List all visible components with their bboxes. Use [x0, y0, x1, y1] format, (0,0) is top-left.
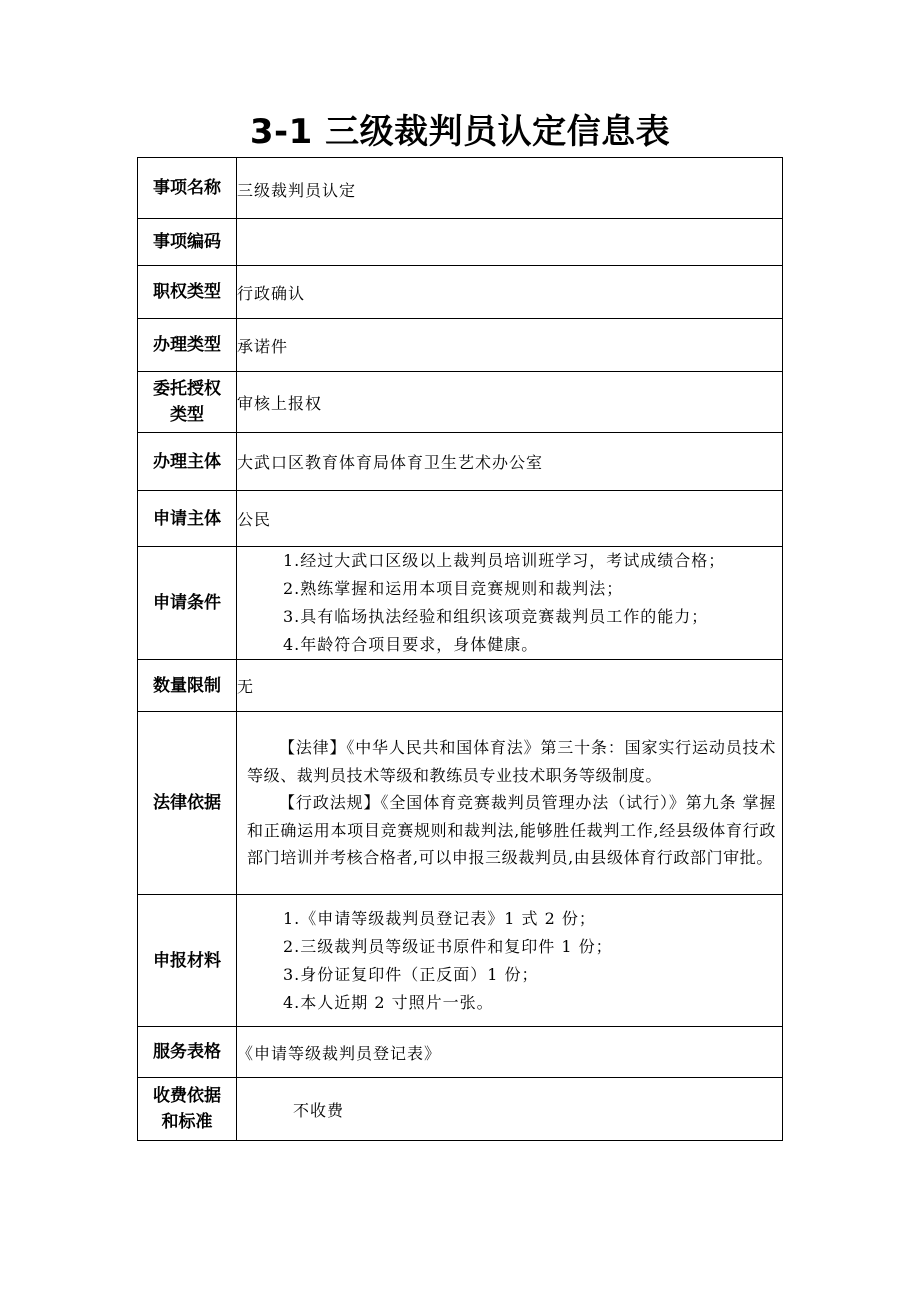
label-fee-line2: 和标准 — [161, 1112, 213, 1132]
row-handling-body — [138, 433, 783, 491]
label-fee-line1: 收费依据 — [153, 1086, 221, 1106]
row-service-form — [138, 1027, 783, 1078]
value-materials — [237, 895, 783, 1027]
row-item-code — [138, 219, 783, 266]
label-applicant: 申请主体 — [138, 491, 237, 547]
label-handling-body: 办理主体 — [138, 433, 237, 491]
value-conditions — [237, 547, 783, 660]
label-conditions: 申请条件 — [138, 547, 237, 660]
value-delegation-type: 审核上报权 — [237, 372, 783, 433]
label-quantity-limit: 数量限制 — [138, 660, 237, 712]
value-authority-type: 行政确认 — [237, 266, 783, 319]
label-fee — [138, 1078, 237, 1141]
info-table — [137, 157, 783, 1141]
row-fee — [138, 1078, 783, 1141]
label-materials: 申报材料 — [138, 895, 237, 1027]
row-handling-type — [138, 319, 783, 372]
material-item: 1.《申请等级裁判员登记表》1 式 2 份； — [283, 908, 596, 928]
label-delegation-type-line1: 委托授权 — [153, 379, 221, 399]
row-legal-basis — [138, 712, 783, 895]
page-title: 3-1 三级裁判员认定信息表 — [249, 112, 671, 152]
label-delegation-type — [138, 372, 237, 433]
label-service-form: 服务表格 — [138, 1027, 237, 1078]
material-item: 3.身份证复印件（正反面）1 份； — [283, 964, 539, 984]
value-item-name: 三级裁判员认定 — [237, 158, 783, 219]
value-handling-body: 大武口区教育体育局体育卫生艺术办公室 — [237, 433, 783, 491]
label-handling-type: 办理类型 — [138, 319, 237, 372]
row-materials — [138, 895, 783, 1027]
row-authority-type — [138, 266, 783, 319]
value-legal-basis — [237, 712, 783, 895]
value-item-code — [237, 219, 783, 266]
condition-item: 2.熟练掌握和运用本项目竞赛规则和裁判法； — [283, 579, 624, 598]
legal-paragraph: 【法律】《中华人民共和国体育法》第三十条：国家实行运动员技术等级、裁判员技术等级和教练员专业技术职务等级制度。 — [247, 738, 776, 785]
label-legal-basis: 法律依据 — [138, 712, 237, 895]
row-delegation-type — [138, 372, 783, 433]
value-handling-type: 承诺件 — [237, 319, 783, 372]
condition-item: 1.经过大武口区级以上裁判员培训班学习，考试成绩合格； — [283, 551, 726, 570]
value-service-form: 《申请等级裁判员登记表》 — [237, 1027, 783, 1078]
label-delegation-type-line2: 类型 — [170, 405, 204, 425]
value-quantity-limit: 无 — [237, 660, 783, 712]
value-applicant: 公民 — [237, 491, 783, 547]
legal-paragraph: 【行政法规】《全国体育竞赛裁判员管理办法（试行）》第九条 掌握和正确运用本项目竞赛规则和裁判法,能够胜任裁判工作,经县级体育行政部门培训并考核合格者,可以申报三级裁判员,由县级体育行政部门审批。 — [247, 793, 776, 868]
material-item: 4.本人近期 2 寸照片一张。 — [283, 992, 494, 1012]
label-authority-type: 职权类型 — [138, 266, 237, 319]
row-applicant — [138, 491, 783, 547]
row-quantity-limit — [138, 660, 783, 712]
condition-item: 4.年龄符合项目要求，身体健康。 — [283, 635, 539, 654]
label-item-name: 事项名称 — [138, 158, 237, 219]
material-item: 2.三级裁判员等级证书原件和复印件 1 份； — [283, 936, 613, 956]
label-item-code: 事项编码 — [138, 219, 237, 266]
row-conditions — [138, 547, 783, 660]
condition-item: 3.具有临场执法经验和组织该项竞赛裁判员工作的能力； — [283, 607, 709, 626]
row-item-name — [138, 158, 783, 219]
value-fee: 不收费 — [237, 1078, 783, 1141]
